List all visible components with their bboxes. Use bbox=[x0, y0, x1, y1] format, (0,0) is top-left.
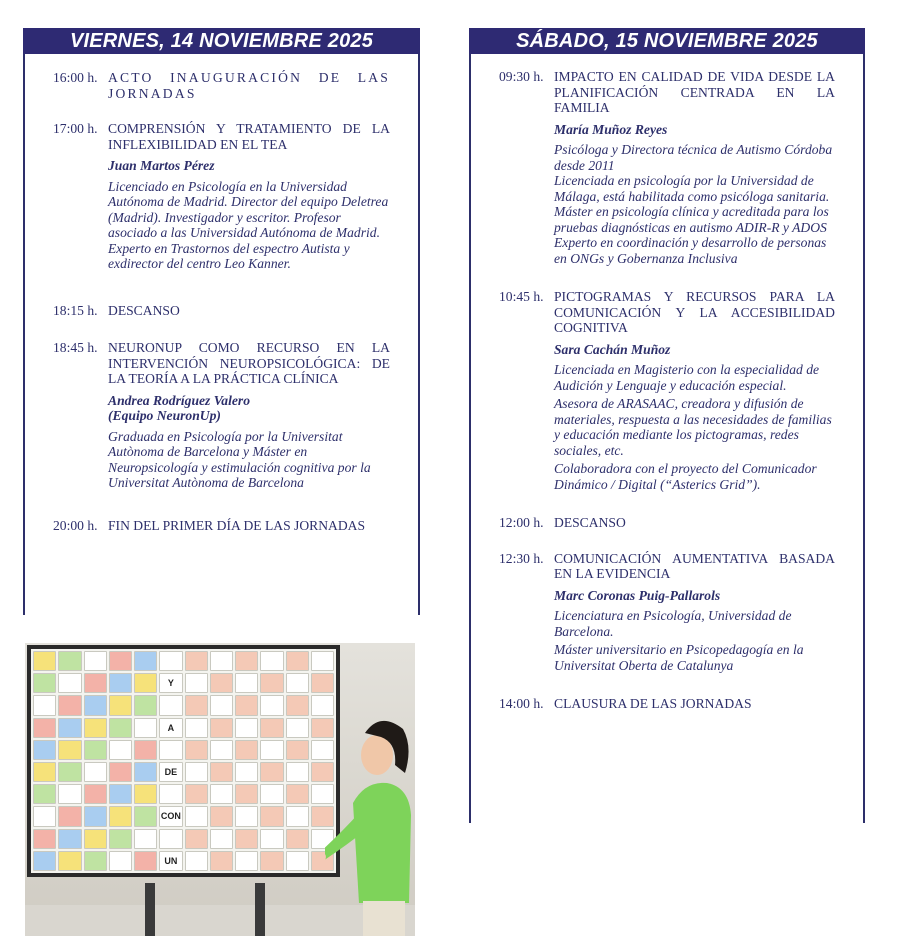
pictogram-cell bbox=[159, 740, 182, 760]
friday-sessions bbox=[25, 54, 418, 533]
pictogram-cell bbox=[185, 829, 208, 849]
session-time: 12:30 h. bbox=[499, 550, 544, 566]
speaker-name: María Muñoz Reyes bbox=[554, 121, 668, 137]
speaker-name: Marc Coronas Puig-Pallarols bbox=[554, 587, 721, 603]
pictogram-cell bbox=[185, 851, 208, 871]
pictogram-cell bbox=[58, 740, 81, 760]
pictogram-cell bbox=[58, 829, 81, 849]
pictogram-cell bbox=[210, 829, 233, 849]
pictogram-cell bbox=[58, 784, 81, 804]
friday-header: VIERNES, 14 NOVIEMBRE 2025 bbox=[23, 28, 420, 54]
saturday-column bbox=[469, 28, 865, 823]
saturday-header: SÁBADO, 15 NOVIEMBRE 2025 bbox=[469, 28, 865, 54]
speaker-bio bbox=[554, 608, 835, 673]
pictogram-cell bbox=[286, 695, 309, 715]
session-title: DESCANSO bbox=[554, 515, 626, 530]
pictogram-cell bbox=[159, 651, 182, 671]
pictogram-cell bbox=[134, 851, 157, 871]
pictogram-cell bbox=[134, 762, 157, 782]
pictogram-cell bbox=[260, 740, 283, 760]
pictogram-word: DE bbox=[159, 762, 182, 782]
pictogram-cell bbox=[134, 651, 157, 671]
bio-line: Licenciatura en Psicología, Universidad de Barcelona. bbox=[554, 608, 792, 639]
pictogram-word: Y bbox=[159, 673, 182, 693]
pictogram-cell bbox=[260, 673, 283, 693]
session-time: 20:00 h. bbox=[53, 517, 98, 533]
bio-line: Colaboradora con el proyecto del Comunicador Dinámico / Digital (“Asterics Grid”). bbox=[554, 461, 817, 492]
pictogram-cell bbox=[58, 851, 81, 871]
pictogram-cell bbox=[235, 695, 258, 715]
pictogram-cell bbox=[109, 740, 132, 760]
session-time: 09:30 h. bbox=[499, 69, 544, 84]
pictogram-cell bbox=[84, 695, 107, 715]
pictogram-cell bbox=[159, 695, 182, 715]
board-stand bbox=[255, 883, 265, 936]
session-time: 12:00 h. bbox=[499, 515, 544, 530]
session-title: CLAUSURA DE LAS JORNADAS bbox=[554, 696, 752, 711]
pictogram-cell bbox=[185, 762, 208, 782]
pictogram-cell bbox=[286, 673, 309, 693]
pictogram-cell bbox=[109, 851, 132, 871]
session-time: 17:00 h. bbox=[53, 121, 98, 136]
pictogram-cell bbox=[109, 673, 132, 693]
person-illustration bbox=[325, 703, 415, 936]
speaker-bio bbox=[554, 362, 835, 492]
pictogram-cell bbox=[84, 806, 107, 826]
pictogram-cell bbox=[286, 718, 309, 738]
pictogram-cell bbox=[159, 784, 182, 804]
pictogram-cell bbox=[33, 784, 56, 804]
pictogram-cell bbox=[109, 718, 132, 738]
speaker-bio bbox=[554, 142, 835, 266]
pictogram-cell bbox=[235, 762, 258, 782]
pictogram-cell bbox=[134, 695, 157, 715]
pictogram-cell bbox=[33, 651, 56, 671]
pictogram-cell bbox=[58, 651, 81, 671]
pictogram-cell bbox=[286, 851, 309, 871]
bio-line: Licenciada en psicología por la Universidad de Málaga, está habilitada como psicóloga sanitaria. Máster en psicología clínica y acreditada para los pruebas diagnósticas en autismo ADIR-R y ADOS bbox=[554, 173, 830, 235]
pictogram-cell bbox=[235, 829, 258, 849]
pictogram-cell bbox=[33, 695, 56, 715]
person-trousers bbox=[363, 901, 405, 936]
pictogram-cell bbox=[286, 762, 309, 782]
speaker-bio bbox=[108, 179, 390, 272]
pictogram-word: UN bbox=[159, 851, 182, 871]
pictogram-cell bbox=[134, 673, 157, 693]
speaker-name: Sara Cachán Muñoz bbox=[554, 341, 671, 357]
pictogram-cell bbox=[109, 651, 132, 671]
speaker-name: Andrea Rodríguez Valero bbox=[108, 392, 251, 408]
friday-column bbox=[23, 28, 420, 615]
pictogram-cell bbox=[109, 695, 132, 715]
saturday-sessions bbox=[471, 54, 863, 712]
session-1230 bbox=[499, 551, 835, 677]
pictogram-cell bbox=[185, 740, 208, 760]
session-time: 10:45 h. bbox=[499, 289, 544, 304]
bio-line: Graduada en Psicología por la Universitat Autònoma de Barcelona y Máster en Neuropsicología y estimulación cognitiva por la Universitat Autònoma de Barcelona bbox=[108, 428, 371, 490]
session-title: ACTO INAUGURACIÓN DE LAS JORNADAS bbox=[108, 70, 390, 101]
speaker-affiliation: (Equipo NeuronUp) bbox=[108, 408, 221, 423]
pictogram-cell bbox=[84, 740, 107, 760]
pictogram-cell bbox=[58, 762, 81, 782]
session-title: COMUNICACIÓN AUMENTATIVA BASADA EN LA EVIDENCIA bbox=[554, 550, 835, 581]
session-title: IMPACTO EN CALIDAD DE VIDA DESDE LA PLANIFICACIÓN CENTRADA EN LA FAMILIA bbox=[554, 69, 835, 115]
pictogram-cell bbox=[33, 740, 56, 760]
board-stand bbox=[145, 883, 155, 936]
pictogram-cell bbox=[260, 695, 283, 715]
pictogram-cell bbox=[185, 718, 208, 738]
pictogram-cell bbox=[33, 762, 56, 782]
pictogram-cell bbox=[58, 806, 81, 826]
pictogram-cell bbox=[286, 784, 309, 804]
pictogram-cell bbox=[210, 740, 233, 760]
pictogram-cell bbox=[260, 718, 283, 738]
pictogram-cell bbox=[33, 673, 56, 693]
pictogram-cell bbox=[159, 829, 182, 849]
pictogram-cell bbox=[235, 784, 258, 804]
pictogram-cell bbox=[235, 806, 258, 826]
pictogram-cell bbox=[134, 806, 157, 826]
pictogram-word: A bbox=[159, 718, 182, 738]
bio-line: Asesora de ARASAAC, creadora y difusión de materiales, respuesta a las necesidades de familias y educación mediante los pictogramas, redes sociales, etc. bbox=[554, 396, 832, 458]
pictogram-cell bbox=[286, 651, 309, 671]
session-title: PICTOGRAMAS Y RECURSOS PARA LA COMUNICACIÓN Y LA ACCESIBILIDAD COGNITIVA bbox=[554, 289, 835, 335]
pictogram-cell bbox=[235, 740, 258, 760]
bio-line: Máster universitario en Psicopedagogía en la Universitat Oberta de Catalunya bbox=[554, 642, 804, 673]
session-2000 bbox=[53, 518, 390, 534]
pictogram-cell bbox=[210, 851, 233, 871]
pictogram-cell bbox=[84, 762, 107, 782]
pictogram-cell bbox=[235, 673, 258, 693]
pictogram-cell bbox=[185, 673, 208, 693]
pictogram-cell bbox=[210, 806, 233, 826]
pictogram-cell bbox=[286, 806, 309, 826]
interactive-board bbox=[27, 645, 340, 877]
pictogram-cell bbox=[84, 851, 107, 871]
session-1600 bbox=[53, 70, 390, 101]
pictogram-cell bbox=[185, 806, 208, 826]
bio-line: Psicóloga y Directora técnica de Autismo Córdoba desde 2011 bbox=[554, 142, 833, 173]
pictogram-cell bbox=[210, 673, 233, 693]
pictogram-cell bbox=[260, 806, 283, 826]
pictogram-cell bbox=[84, 651, 107, 671]
speaker-name: Juan Martos Pérez bbox=[108, 158, 215, 173]
pictogram-cell bbox=[84, 829, 107, 849]
session-1400 bbox=[499, 696, 835, 712]
pictogram-cell bbox=[58, 673, 81, 693]
person-shirt bbox=[353, 783, 411, 903]
pictogram-cell bbox=[311, 651, 334, 671]
pictogram-cell bbox=[58, 718, 81, 738]
pictogram-cell bbox=[286, 829, 309, 849]
session-1845 bbox=[53, 340, 390, 494]
session-title: COMPRENSIÓN Y TRATAMIENTO DE LA INFLEXIBILIDAD EN EL TEA bbox=[108, 121, 390, 152]
pictogram-cell bbox=[210, 784, 233, 804]
pictogram-cell bbox=[84, 673, 107, 693]
session-time: 18:15 h. bbox=[53, 302, 98, 318]
pictogram-cell bbox=[210, 718, 233, 738]
pictogram-cell bbox=[185, 695, 208, 715]
pictogram-cell bbox=[109, 806, 132, 826]
pictogram-cell bbox=[185, 784, 208, 804]
pictogram-cell bbox=[260, 784, 283, 804]
pictogram-cell bbox=[134, 784, 157, 804]
photo-pictogram-board bbox=[25, 643, 415, 936]
pictogram-cell bbox=[33, 851, 56, 871]
pictogram-cell bbox=[311, 673, 334, 693]
pictogram-cell bbox=[286, 740, 309, 760]
pictogram-cell bbox=[84, 718, 107, 738]
pictogram-cell bbox=[109, 829, 132, 849]
pictogram-cell bbox=[235, 851, 258, 871]
pictogram-cell bbox=[134, 740, 157, 760]
session-title: FIN DEL PRIMER DÍA DE LAS JORNADAS bbox=[108, 517, 366, 533]
pictogram-cell bbox=[235, 651, 258, 671]
session-1045 bbox=[499, 289, 835, 495]
session-1200 bbox=[499, 515, 835, 531]
pictogram-cell bbox=[33, 718, 56, 738]
bio-line: Experto en coordinación y desarrollo de personas en ONGs y Gobernanza Inclusiva bbox=[554, 235, 827, 266]
pictogram-cell bbox=[210, 762, 233, 782]
pictogram-cell bbox=[260, 651, 283, 671]
session-time: 16:00 h. bbox=[53, 70, 98, 85]
bio-line: Licenciado en Psicología en la Universidad Autónoma de Madrid. Director del equipo Deletrea (Madrid). Investigador y escritor. Profesor asociado a las Universidad Autónoma de Madrid. Experto en Trastornos del espectro Autista y exdirector del centro Leo Kanner. bbox=[108, 178, 389, 271]
pictogram-cell bbox=[33, 829, 56, 849]
pictogram-cell bbox=[33, 806, 56, 826]
pictogram-cell bbox=[109, 762, 132, 782]
session-title: NEURONUP COMO RECURSO EN LA INTERVENCIÓN NEUROPSICOLÓGICA: DE LA TEORÍA A LA PRÁCTICA CLÍNICA bbox=[108, 340, 390, 386]
session-1815 bbox=[53, 303, 390, 319]
pictogram-word: CON bbox=[159, 806, 182, 826]
pictogram-cell bbox=[235, 718, 258, 738]
pictogram-cell bbox=[260, 851, 283, 871]
pictogram-cell bbox=[185, 651, 208, 671]
session-0930 bbox=[499, 69, 835, 269]
session-time: 18:45 h. bbox=[53, 340, 98, 355]
pictogram-cell bbox=[134, 718, 157, 738]
session-time: 14:00 h. bbox=[499, 696, 544, 711]
pictogram-cell bbox=[210, 695, 233, 715]
pictogram-cell bbox=[84, 784, 107, 804]
session-1700 bbox=[53, 121, 390, 275]
pictogram-cell bbox=[210, 651, 233, 671]
pictogram-cell bbox=[260, 762, 283, 782]
bio-line: Licenciada en Magisterio con la especialidad de Audición y Lenguaje y educación especial. bbox=[554, 362, 820, 393]
pictogram-cell bbox=[134, 829, 157, 849]
pictogram-cell bbox=[109, 784, 132, 804]
pictogram-cell bbox=[260, 829, 283, 849]
pictogram-cell bbox=[58, 695, 81, 715]
session-title: DESCANSO bbox=[108, 302, 180, 318]
speaker-bio bbox=[108, 429, 390, 491]
